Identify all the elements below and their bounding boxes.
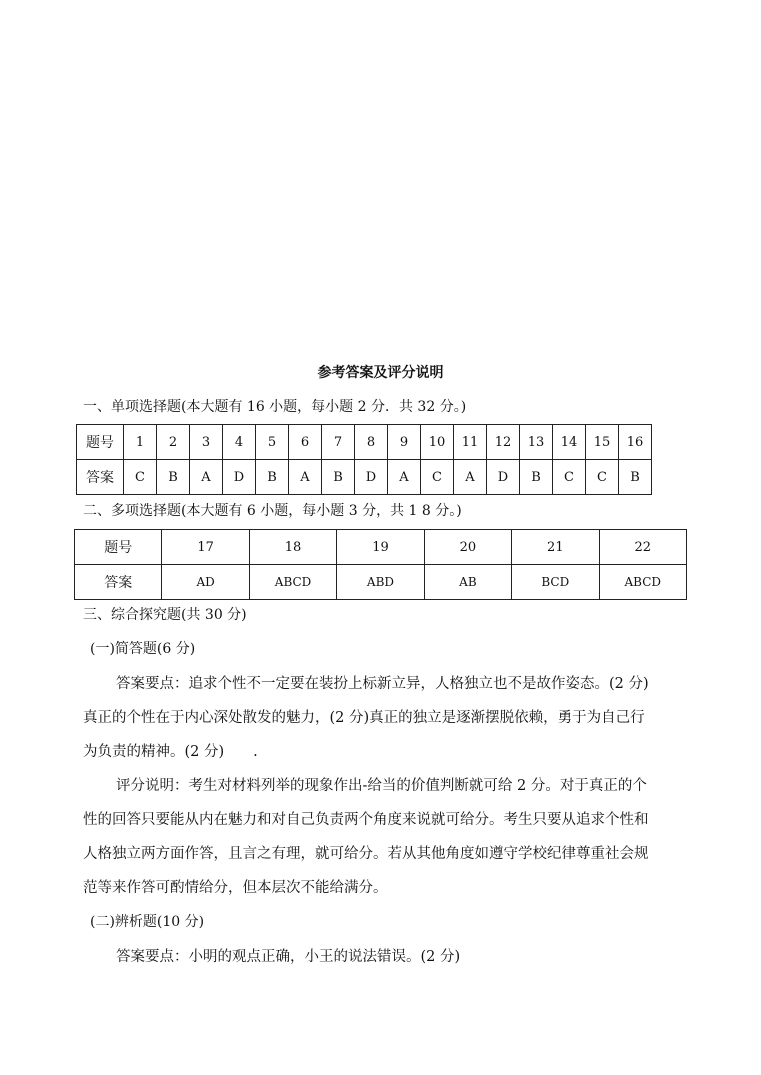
question-number: 5 bbox=[256, 425, 289, 460]
question-number: 19 bbox=[337, 530, 424, 565]
single-choice-answer-table bbox=[76, 424, 652, 495]
question-number: 7 bbox=[322, 425, 355, 460]
answer-line: 答案要点：小明的观点正确，小王的说法错误。(2 分) bbox=[116, 949, 461, 965]
answer-cell: ABD bbox=[337, 565, 424, 600]
answer-cell: B bbox=[157, 460, 190, 495]
scoring-line: 范等来作答可酌情给分，但本层次不能给满分。 bbox=[83, 880, 388, 896]
question-number: 1 bbox=[124, 425, 157, 460]
answer-cell: A bbox=[289, 460, 322, 495]
question-number: 8 bbox=[355, 425, 388, 460]
scoring-line: 人格独立两方面作答，且言之有理，就可给分。若从其他角度如遵守学校纪律尊重社会规 bbox=[83, 846, 649, 862]
answer-cell: C bbox=[124, 460, 157, 495]
scoring-line: 评分说明：考生对材料列举的现象作出-给当的价值判断就可给 2 分。对于真正的个 bbox=[116, 778, 647, 794]
section3-heading: 三、综合探究题(共 30 分) bbox=[83, 607, 247, 623]
table-row-numbers bbox=[75, 530, 687, 565]
answer-cell: B bbox=[619, 460, 652, 495]
section2-heading: 二、多项选择题(本大题有 6 小题，每小题 3 分，共 1 8 分。) bbox=[83, 503, 462, 519]
answer-line: 真正的个性在于内心深处散发的魅力，(2 分)真正的独立是逐渐摆脱依赖，勇于为自己行 bbox=[83, 710, 645, 726]
question-number: 11 bbox=[454, 425, 487, 460]
question-number: 3 bbox=[190, 425, 223, 460]
question-number: 21 bbox=[512, 530, 599, 565]
answer-cell: B bbox=[256, 460, 289, 495]
question-number: 12 bbox=[487, 425, 520, 460]
answer-cell: A bbox=[388, 460, 421, 495]
answer-line: 为负责的精神。(2 分) . bbox=[83, 744, 258, 760]
table-row-answers bbox=[75, 565, 687, 600]
part2-heading: (二)辨析题(10 分) bbox=[90, 914, 205, 930]
question-number: 9 bbox=[388, 425, 421, 460]
multiple-choice-answer-table bbox=[74, 529, 687, 600]
answer-line: 答案要点：追求个性不一定要在装扮上标新立异，人格独立也不是故作姿态。(2 分) bbox=[116, 676, 649, 692]
row-label-answer: 答案 bbox=[75, 565, 162, 600]
question-number: 10 bbox=[421, 425, 454, 460]
part1-heading: (一)简答题(6 分) bbox=[90, 641, 196, 657]
answer-cell: D bbox=[355, 460, 388, 495]
answer-cell: A bbox=[190, 460, 223, 495]
table-row-answers bbox=[77, 460, 652, 495]
question-number: 14 bbox=[553, 425, 586, 460]
question-number: 16 bbox=[619, 425, 652, 460]
question-number: 15 bbox=[586, 425, 619, 460]
answer-cell: D bbox=[223, 460, 256, 495]
row-label-number: 题号 bbox=[75, 530, 162, 565]
answer-cell: B bbox=[520, 460, 553, 495]
page-title: 参考答案及评分说明 bbox=[317, 365, 444, 381]
scoring-line: 性的回答只要能从内在魅力和对自己负责两个角度来说就可给分。考生只要从追求个性和 bbox=[83, 812, 649, 828]
question-number: 22 bbox=[599, 530, 686, 565]
question-number: 20 bbox=[424, 530, 511, 565]
answer-cell: D bbox=[487, 460, 520, 495]
answer-cell: BCD bbox=[512, 565, 599, 600]
answer-cell: B bbox=[322, 460, 355, 495]
answer-cell: ABCD bbox=[249, 565, 336, 600]
answer-cell: AD bbox=[162, 565, 249, 600]
question-number: 4 bbox=[223, 425, 256, 460]
section1-heading: 一、单项选择题(本大题有 16 小题，每小题 2 分．共 32 分。) bbox=[83, 399, 467, 415]
question-number: 2 bbox=[157, 425, 190, 460]
answer-cell: A bbox=[454, 460, 487, 495]
table-row-numbers bbox=[77, 425, 652, 460]
question-number: 13 bbox=[520, 425, 553, 460]
question-number: 18 bbox=[249, 530, 336, 565]
answer-cell: C bbox=[586, 460, 619, 495]
answer-cell: C bbox=[421, 460, 454, 495]
answer-cell: C bbox=[553, 460, 586, 495]
answer-cell: AB bbox=[424, 565, 511, 600]
question-number: 17 bbox=[162, 530, 249, 565]
question-number: 6 bbox=[289, 425, 322, 460]
row-label-number: 题号 bbox=[77, 425, 124, 460]
answer-cell: ABCD bbox=[599, 565, 686, 600]
row-label-answer: 答案 bbox=[77, 460, 124, 495]
